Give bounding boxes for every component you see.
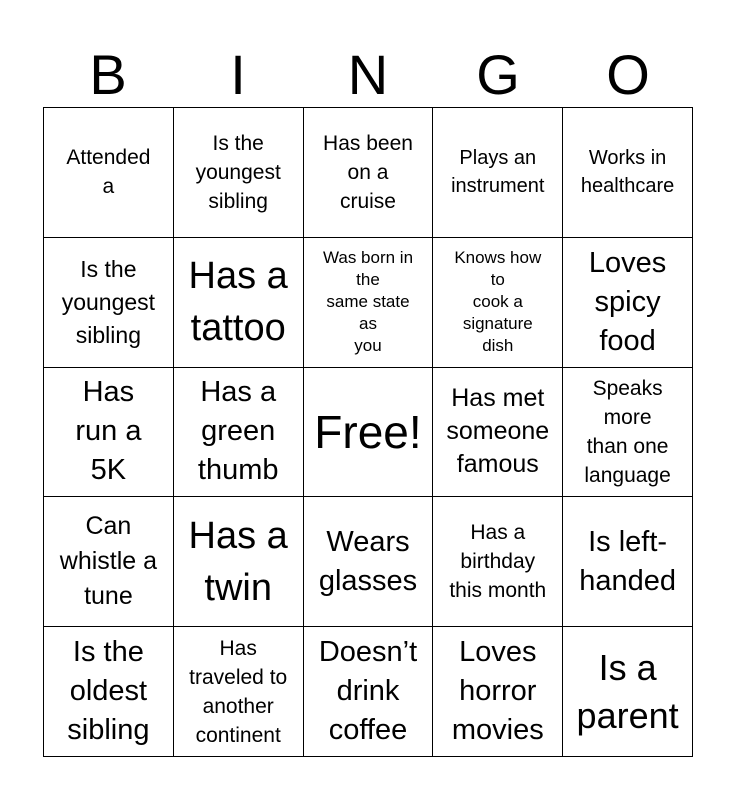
bingo-cell[interactable] (174, 368, 304, 498)
bingo-cell[interactable] (433, 108, 563, 238)
header-letter-g: G (476, 43, 520, 106)
cell-text: Is the youngest sibling (195, 131, 281, 213)
cell-text: Attended a (66, 146, 151, 199)
bingo-cell[interactable] (304, 108, 434, 238)
bingo-cell[interactable] (563, 108, 693, 238)
bingo-cell[interactable] (433, 497, 563, 627)
bingo-cell[interactable] (174, 497, 304, 627)
cell-text: Speaks more than one language (584, 376, 671, 487)
cell-text: Has been on a cruise (323, 131, 413, 213)
cell-text: Has a twin (188, 514, 288, 609)
bingo-cell[interactable] (304, 627, 434, 757)
header-letter-i: I (230, 43, 246, 106)
bingo-cell[interactable] (44, 108, 174, 238)
bingo-header (43, 44, 693, 106)
cell-text: Works in healthcare (580, 147, 675, 198)
bingo-cell[interactable] (44, 368, 174, 498)
cell-text: Has run a 5K (75, 376, 142, 487)
bingo-cell[interactable] (304, 497, 434, 627)
cell-text: Loves spicy food (588, 246, 667, 357)
cell-text: Loves horror movies (451, 636, 544, 747)
cell-text: Has a birthday this month (449, 521, 547, 603)
cell-text: Plays an instrument (451, 147, 545, 198)
bingo-cell[interactable] (174, 238, 304, 368)
cell-text: Wears glasses (318, 525, 418, 597)
bingo-cell[interactable] (174, 627, 304, 757)
bingo-cell[interactable] (563, 368, 693, 498)
cell-text: Has met someone famous (446, 384, 550, 479)
free-text: Free! (314, 405, 422, 458)
bingo-cell[interactable] (563, 627, 693, 757)
cell-text: Doesn’t drink coffee (318, 636, 418, 747)
bingo-cell[interactable] (563, 238, 693, 368)
cell-text: Is left- handed (579, 525, 676, 597)
bingo-cell[interactable] (563, 497, 693, 627)
header-letter-o: O (606, 43, 650, 106)
bingo-cell[interactable] (44, 497, 174, 627)
cell-text: Was born in the same state as you (322, 248, 414, 356)
bingo-cell[interactable] (44, 238, 174, 368)
bingo-cell[interactable] (433, 368, 563, 498)
cell-text: Knows how to cook a signature dish (454, 248, 542, 356)
bingo-cell[interactable] (433, 238, 563, 368)
bingo-cell[interactable] (174, 108, 304, 238)
header-letter-n: N (347, 43, 389, 106)
cell-text: Is a parent (576, 646, 679, 736)
bingo-cell[interactable] (433, 627, 563, 757)
cell-text: Has a tattoo (188, 255, 288, 350)
bingo-board (43, 107, 693, 757)
cell-text: Has a green thumb (197, 376, 279, 487)
header-letter-b: B (89, 43, 127, 106)
cell-text: Can whistle a tune (59, 512, 158, 611)
bingo-cell[interactable] (44, 627, 174, 757)
bingo-cell[interactable] (304, 238, 434, 368)
cell-text: Is the oldest sibling (67, 636, 150, 747)
free-cell[interactable] (304, 368, 434, 498)
cell-text: Has traveled to another continent (189, 636, 288, 747)
cell-text: Is the youngest sibling (61, 255, 156, 348)
